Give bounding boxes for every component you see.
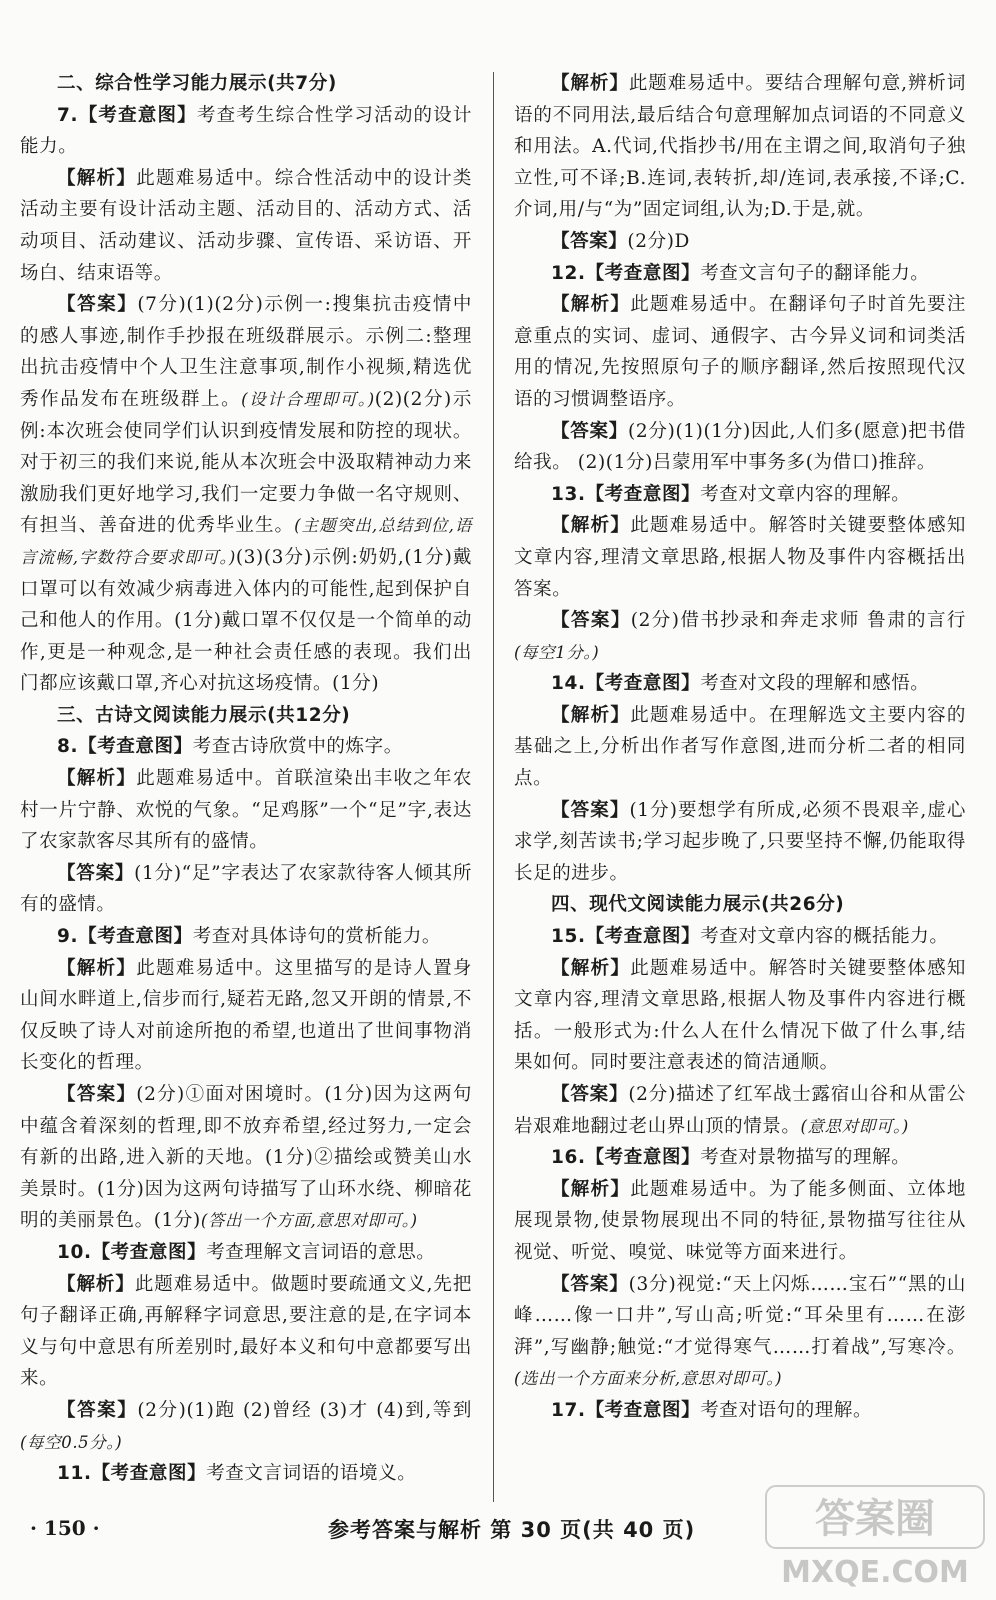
body-text: 考查对语句的理解。 [700,1399,873,1421]
body-text: 此题难易适中。在翻译句子时首先要注意重点的实词、虚词、通假字、古今异义词和词类活用的情况,先按照原句子的顺序翻译,然后按照现代汉语的习惯调整语序。 [514,294,967,410]
scoring-note: (意思对即可。) [800,1116,909,1136]
label-tag: 【解析】 [551,515,631,537]
footer-title: 参考答案与解析 第 30 页(共 40 页) [328,1518,696,1542]
label-tag: 【解析】 [551,294,631,316]
label-tag: 【答案】 [551,420,629,442]
answer-paragraph [514,953,966,1079]
answer-paragraph [20,1269,472,1395]
question-number: 10. [57,1241,92,1263]
label-tag: 【考查意图】 [91,1241,207,1263]
answer-paragraph [20,1079,472,1237]
scoring-note: (每空1分。) [514,642,600,662]
body-text: 考查对具体诗句的赏析能力。 [192,926,442,948]
question-number: 14. [551,673,586,695]
body-text: 此题难易适中。解答时关键要整体感知文章内容,理清文章思路,根据人物及事件内容进行概括。一般形式为:什么人在什么情况下做了什么事,结果如何。同时要注意表述的简洁通顺。 [514,957,967,1074]
answer-paragraph [20,953,472,1079]
scoring-note: (设计合理即可。) [241,389,375,409]
answer-paragraph [20,163,472,289]
label-tag: 【答案】 [57,1399,138,1421]
question-item [20,100,472,163]
label-tag: 【考查意图】 [78,926,193,948]
label-tag: 【答案】 [551,610,631,632]
body-text: 考查对文段的理解和感悟。 [700,673,930,695]
label-tag: 【考查意图】 [585,673,701,695]
question-number: 16. [551,1147,586,1169]
column-divider [493,72,494,1502]
left-column [20,68,472,1490]
body-text: 此题难易适中。在理解选文主要内容的基础之上,分析出作者写作意图,进而分析二者的相同点。 [514,704,967,790]
section-heading: 四、现代文阅读能力展示(共26分) [551,894,845,916]
question-number: 12. [551,262,586,284]
label-tag: 【解析】 [551,1178,631,1200]
body-text: 此题难易适中。为了能多侧面、立体地展现景物,使景物展现出不同的特征,景物描写往往从视觉、听觉、嗅觉、味觉等方面来进行。 [514,1178,967,1263]
label-tag: 【答案】 [551,1084,629,1105]
watermark-logo [760,1480,990,1595]
question-number: 17. [551,1399,586,1421]
question-number: 11. [57,1463,92,1485]
body-text: 考查文言词语的语境义。 [206,1463,417,1485]
label-tag: 【解析】 [57,768,137,790]
body-text: 考查对文章内容的理解。 [700,483,911,505]
watermark-url: MXQE.COM [781,1555,969,1590]
label-tag: 【解析】 [57,1273,135,1295]
answer-paragraph [514,1079,966,1142]
answer-paragraph [514,289,966,415]
label-tag: 【考查意图】 [585,483,701,505]
answer-paragraph [20,1395,472,1458]
question-item [514,258,966,290]
label-tag: 【考查意图】 [585,262,701,284]
right-column [514,68,966,1427]
question-number: 7. [57,104,79,126]
label-tag: 【答案】 [57,1084,137,1105]
question-item [20,1458,472,1490]
answer-paragraph [514,700,966,795]
answer-paragraph [514,68,966,226]
body-text: (3)(3分)示例:奶奶,(1分)戴口罩可以有效减少病毒进入体内的可能性,起到保护自己和他人的作用。(1分)戴口罩不仅仅是一个简单的动作,更是一种观念,是一种社会责任感的表现。我们出门都应该戴口罩,齐心对抗这场疫情。(1分) [20,546,472,695]
body-text: 此题难易适中。解答时关键要整体感知文章内容,理清文章思路,根据人物及事件内容概括出答案。 [514,515,967,600]
label-tag: 【考查意图】 [585,926,701,948]
body-text: (2分)借书抄录和奔走求师 鲁肃的言行 [630,610,966,632]
label-tag: 【考查意图】 [78,736,193,758]
label-tag: 【答案】 [57,862,135,884]
label-tag: 【解析】 [551,73,629,94]
label-tag: 【解析】 [57,167,137,189]
question-item [20,1237,472,1269]
label-tag: 【解析】 [551,957,631,979]
answer-paragraph [20,858,472,921]
answer-paragraph [514,416,966,479]
answer-paragraph [20,763,472,858]
label-tag: 【考查意图】 [585,1147,701,1169]
body-text: (2分)(1)(1分)因此,人们多(愿意)把书借给我。 (2)(1分)吕蒙用军中事务多(为借口)推辞。 [514,420,966,474]
section-heading: 三、古诗文阅读能力展示(共12分) [57,704,351,726]
label-tag: 【答案】 [551,799,630,821]
answer-paragraph [514,510,966,605]
answer-paragraph [514,1269,966,1395]
body-text: 此题难易适中。综合性活动中的设计类活动主要有设计活动主题、活动目的、活动方式、活动项目、活动建议、活动步骤、宣传语、采访语、开场白、结束语等。 [20,167,473,284]
question-item [514,921,966,953]
body-text: (2分)①面对困境时。(1分)因为这两句中蕴含着深刻的哲理,即不放弃希望,经过努力,一定会有新的出路,进入新的天地。(1分)②描绘或赞美山水美景时。(1分)因为这两句诗描写了山环水绕、柳暗花明的美丽景色。(1分) [20,1084,472,1232]
scoring-note: (主题突出,总结到位,语言流畅,字数符合要求即可。) [20,516,472,567]
body-text: (1分)“足”字表达了农家款待客人倾其所有的盛情。 [20,862,472,916]
answer-paragraph [514,605,966,668]
body-text: 考查对景物描写的理解。 [700,1147,911,1169]
body-text: 考查理解文言词语的意思。 [206,1241,436,1263]
body-text: 此题难易适中。要结合理解句意,辨析词语的不同用法,最后结合句意理解加点词语的不同意义和用法。A.代词,代指抄书/用在主谓之间,取消句子独立性,可不译;B.连词,表转折,却/连词,表承接,不译;C.介词,用/与“为”固定词组,认为;D.于是,就。 [514,73,966,221]
question-item [20,731,472,763]
body-text: (1分)要想学有所成,必须不畏艰辛,虚心求学,刻苦读书;学习起步晚了,只要坚持不懈,仍能取得长足的进步。 [514,799,967,884]
scoring-note: (每空0.5分。) [20,1432,123,1452]
body-text: 此题难易适中。这里描写的是诗人置身山间水畔道上,信步而行,疑若无路,忽又开朗的情景,不仅反映了诗人对前途所抱的希望,也道出了世间事物消长变化的哲理。 [20,957,473,1074]
label-tag: 【考查意图】 [585,1399,701,1421]
body-text: 考查对文章内容的概括能力。 [700,926,949,948]
body-text: (7分)(1)(2分)示例一:搜集抗击疫情中的感人事迹,制作手抄报在班级群展示。示例二:整理出抗击疫情中个人卫生注意事项,制作小视频,精选优秀作品发布在班级群上。 [20,294,472,410]
answer-paragraph [514,1174,966,1269]
label-tag: 【答案】 [57,294,138,316]
watermark-text: 答案圈 [815,1496,935,1542]
body-text: 考查文言句子的翻译能力。 [700,262,930,284]
body-text: (2)(2分)示例:本次班会使同学们认识到疫情发展和防控的现状。对于初三的我们来说,能从本次班会中汲取精神动力来激励我们更好地学习,我们一定要力争做一名守规则、有担当、善奋进的优秀毕业生。 [20,388,472,537]
question-number: 13. [551,483,586,505]
question-item [514,1395,966,1427]
page-number: · 150 · [30,1516,100,1540]
body-text: (3分)视觉:“天上闪烁……宝石”“黑的山峰……像一口井”,写山高;听觉:“耳朵里有……在澎湃”,写幽静;触觉:“才觉得寒气……打着战”,写寒冷。 [514,1273,966,1358]
answer-paragraph [514,226,966,258]
scoring-note: (选出一个方面来分析,意思对即可。) [514,1369,783,1389]
label-tag: 【解析】 [551,704,631,726]
question-item [20,921,472,953]
answer-paragraph [20,289,472,700]
section-heading: 二、综合性学习能力展示(共7分) [57,73,337,94]
question-item [514,1142,966,1174]
body-text: (2分)描述了红军战士露宿山谷和从雷公岩艰难地翻过老山界山顶的情景。 [514,1084,967,1137]
body-text: (2分)D [627,230,690,252]
question-item [514,479,966,511]
label-tag: 【答案】 [551,1273,629,1295]
label-tag: 【考查意图】 [78,104,197,126]
answer-paragraph [514,795,966,890]
body-text: 考查考生综合性学习活动的设计能力。 [20,104,472,158]
body-text: (2分)(1)跑 (2)曾经 (3)才 (4)到,等到 [137,1399,472,1421]
label-tag: 【答案】 [551,230,628,252]
label-tag: 【考查意图】 [91,1463,207,1485]
question-item [514,668,966,700]
scoring-note: (答出一个方面,意思对即可。) [200,1211,418,1231]
body-text: 考查古诗欣赏中的炼字。 [192,736,403,758]
body-text: 此题难易适中。首联渲染出丰收之年农村一片宁静、欢悦的气象。“足鸡豚”一个“足”字,表达了农家款客尽其所有的盛情。 [20,768,473,853]
question-number: 15. [551,926,586,948]
label-tag: 【解析】 [57,957,137,979]
question-number: 8. [57,736,79,758]
body-text: 此题难易适中。做题时要疏通文义,先把句子翻译正确,再解释字词意思,要注意的是,在字词本义与句中意思有所差别时,最好本义和句中意都要写出来。 [20,1273,472,1390]
question-number: 9. [57,926,79,948]
